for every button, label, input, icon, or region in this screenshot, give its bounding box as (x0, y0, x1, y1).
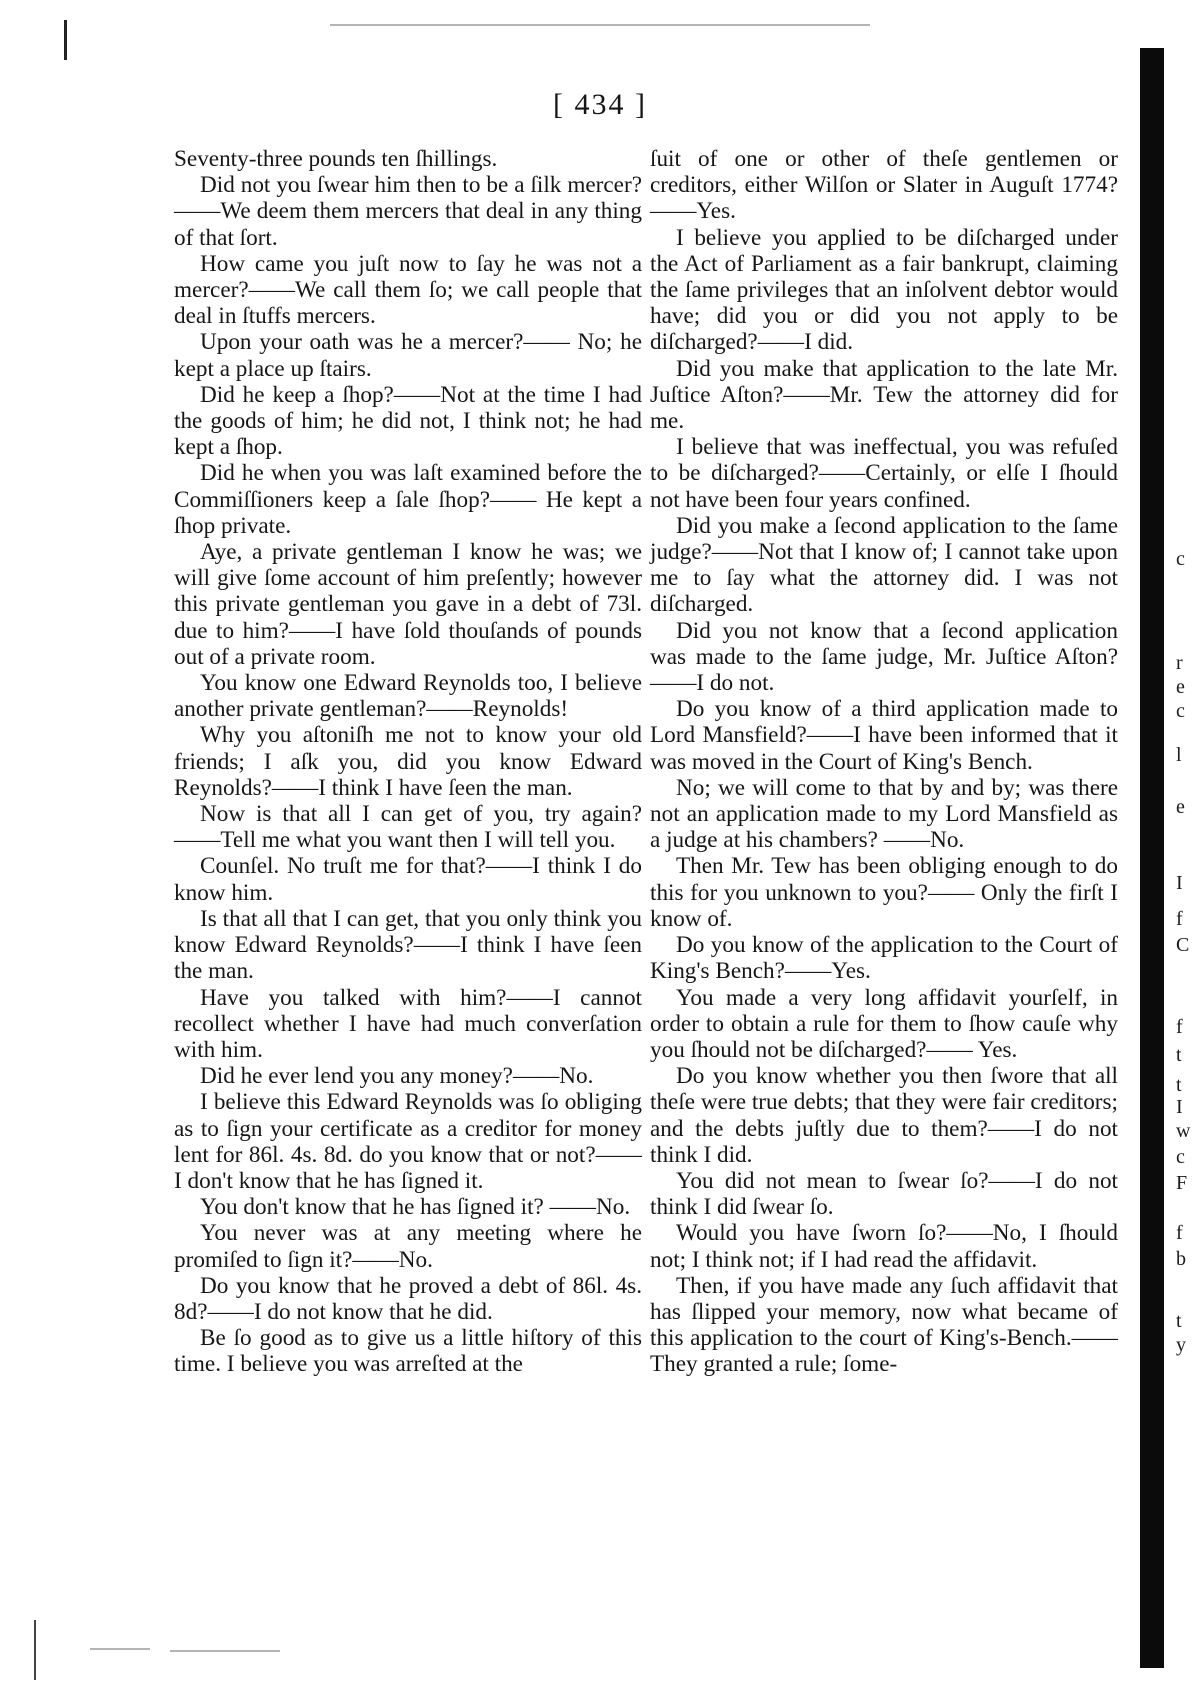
paragraph: Aye, a private gentleman I know he was; we will give ſome account of him preſently; however this private gentleman you gave in a debt of 73l. due to him?——I have ſold thouſands of pounds out of a private room. (174, 539, 642, 670)
margin-letter: y (1176, 1334, 1186, 1356)
page-edge-mark (64, 20, 67, 60)
paragraph: Would you have ſworn ſo?——No, I ſhould not; I think not; if I had read the affidavit. (650, 1220, 1118, 1273)
paragraph: Have you talked with him?——I cannot recollect whether I have had much converſation with him. (174, 984, 642, 1063)
paragraph: Upon your oath was he a mercer?—— No; he kept a place up ſtairs. (174, 329, 642, 382)
margin-letter: w (1176, 1120, 1191, 1142)
margin-letter: c (1176, 548, 1185, 570)
margin-letter: r (1176, 652, 1183, 674)
paragraph: I believe you applied to be diſcharged under the Act of Parliament as a fair bankrupt, claiming the ſame privileges that an inſolvent debtor would have; did you or did you not apply to be diſcharged?——I did. (650, 224, 1118, 356)
page-number: [ 434 ] (553, 88, 647, 121)
page-edge-mark (34, 1620, 36, 1680)
margin-letter: I (1176, 1096, 1183, 1118)
margin-letter: f (1176, 908, 1183, 930)
paragraph: Did not you ſwear him then to be a ſilk mercer?——We deem them mercers that deal in any thing of that ſort. (174, 172, 642, 251)
paragraph: You never was at any meeting where he promiſed to ſign it?——No. (174, 1220, 642, 1273)
paragraph: Be ſo good as to give us a little hiſtory of this time. I believe you was arreſted at the (174, 1325, 642, 1378)
left-text-column (174, 146, 642, 1378)
paragraph: Then Mr. Tew has been obliging enough to do this for you unknown to you?—— Only the firſt I know of. (650, 853, 1118, 932)
paragraph: How came you juſt now to ſay he was not a mercer?——We call them ſo; we call people that deal in ſtuffs mercers. (174, 250, 642, 330)
margin-letter: c (1176, 700, 1185, 722)
margin-letter: l (1176, 744, 1182, 766)
margin-letter: c (1176, 1146, 1185, 1168)
paragraph: I believe this Edward Reynolds was ſo obliging as to ſign your certificate as a creditor for money lent for 86l. 4s. 8d. do you know that or not?——I don't know that he has ſigned it. (174, 1089, 642, 1194)
paragraph: You did not mean to ſwear ſo?——I do not think I did ſwear ſo. (650, 1167, 1118, 1221)
margin-letter: b (1176, 1248, 1186, 1270)
scan-noise (330, 24, 870, 26)
paragraph: ſuit of one or other of theſe gentlemen or creditors, either Wilſon or Slater in Auguſt 1774?——Yes. (650, 146, 1118, 225)
paragraph: Did he ever lend you any money?——No. (200, 1063, 594, 1090)
paragraph: Did he when you was laſt examined before the Commiſſioners keep a ſale ſhop?—— He kept a ſhop private. (174, 460, 642, 539)
margin-letter: e (1176, 676, 1185, 698)
scan-noise (90, 1648, 150, 1650)
margin-letter: F (1176, 1172, 1188, 1194)
margin-letter: f (1176, 1222, 1183, 1244)
paragraph: No; we will come to that by and by; was there not an application made to my Lord Mansfield as a judge at his chambers? ——No. (650, 774, 1118, 854)
paragraph: Do you know of the application to the Court of King's Bench?——Yes. (650, 932, 1118, 985)
paragraph: You made a very long affidavit yourſelf, in order to obtain a rule for them to ſhow cauſe why you ſhould not be diſcharged?—— Yes. (650, 984, 1118, 1063)
paragraph: Seventy-three pounds ten ſhillings. (174, 146, 498, 172)
paragraph: I believe that was ineffectual, you was refuſed to be diſcharged?——Certainly, or elſe I ſhould not have been four years confined. (650, 434, 1118, 513)
paragraph: Do you know of a third application made to Lord Mansfield?——I have been informed that it was moved in the Court of King's Bench. (650, 696, 1118, 775)
paragraph: Did he keep a ſhop?——Not at the time I had the goods of him; he did not, I think not; he had kept a ſhop. (174, 381, 642, 461)
paragraph: Now is that all I can get of you, try again? ——Tell me what you want then I will tell you. (174, 801, 642, 854)
paragraph: Did you make a ſecond application to the ſame judge?——Not that I know of; I cannot take upon me to ſay what the attorney did. I was not diſcharged. (650, 512, 1118, 618)
paragraph: Do you know that he proved a debt of 86l. 4s. 8d?——I do not know that he did. (174, 1272, 642, 1325)
paragraph: Do you know whether you then ſwore that all theſe were true debts; that they were fair creditors; and the debts juſtly due to them?——I do not think I did. (650, 1063, 1118, 1168)
scan-noise (170, 1650, 280, 1652)
margin-letter: f (1176, 1016, 1183, 1038)
paragraph: Why you aſtoniſh me not to know your old friends; I aſk you, did you know Edward Reynolds?——I think I have ſeen the man. (174, 722, 642, 801)
paragraph: Counſel. No truſt me for that?——I think I do know him. (174, 853, 642, 906)
margin-letter: t (1176, 1310, 1182, 1332)
margin-letter: I (1176, 872, 1183, 894)
paragraph: Is that all that I can get, that you only think you know Edward Reynolds?——I think I have ſeen the man. (174, 905, 642, 985)
margin-letter: e (1176, 796, 1185, 818)
paragraph: Then, if you have made any ſuch affidavit that has ſlipped your memory, now what became of this application to the court of King's-Bench.——They granted a rule; ſome- (650, 1272, 1118, 1378)
margin-letter: t (1176, 1074, 1182, 1096)
paragraph: You don't know that he has ſigned it? ——No. (200, 1194, 631, 1221)
paragraph: Did you not know that a ſecond application was made to the ſame judge, Mr. Juſtice Aſton?——I do not. (650, 617, 1118, 697)
paragraph: Did you make that application to the late Mr. Juſtice Aſton?——Mr. Tew the attorney did for me. (650, 355, 1118, 435)
book-spine-shadow (1140, 48, 1164, 1668)
margin-letter: C (1176, 934, 1190, 956)
right-text-column (650, 146, 1118, 1378)
margin-letter: t (1176, 1044, 1182, 1066)
paragraph: You know one Edward Reynolds too, I believe another private gentleman?——Reynolds! (174, 670, 642, 723)
